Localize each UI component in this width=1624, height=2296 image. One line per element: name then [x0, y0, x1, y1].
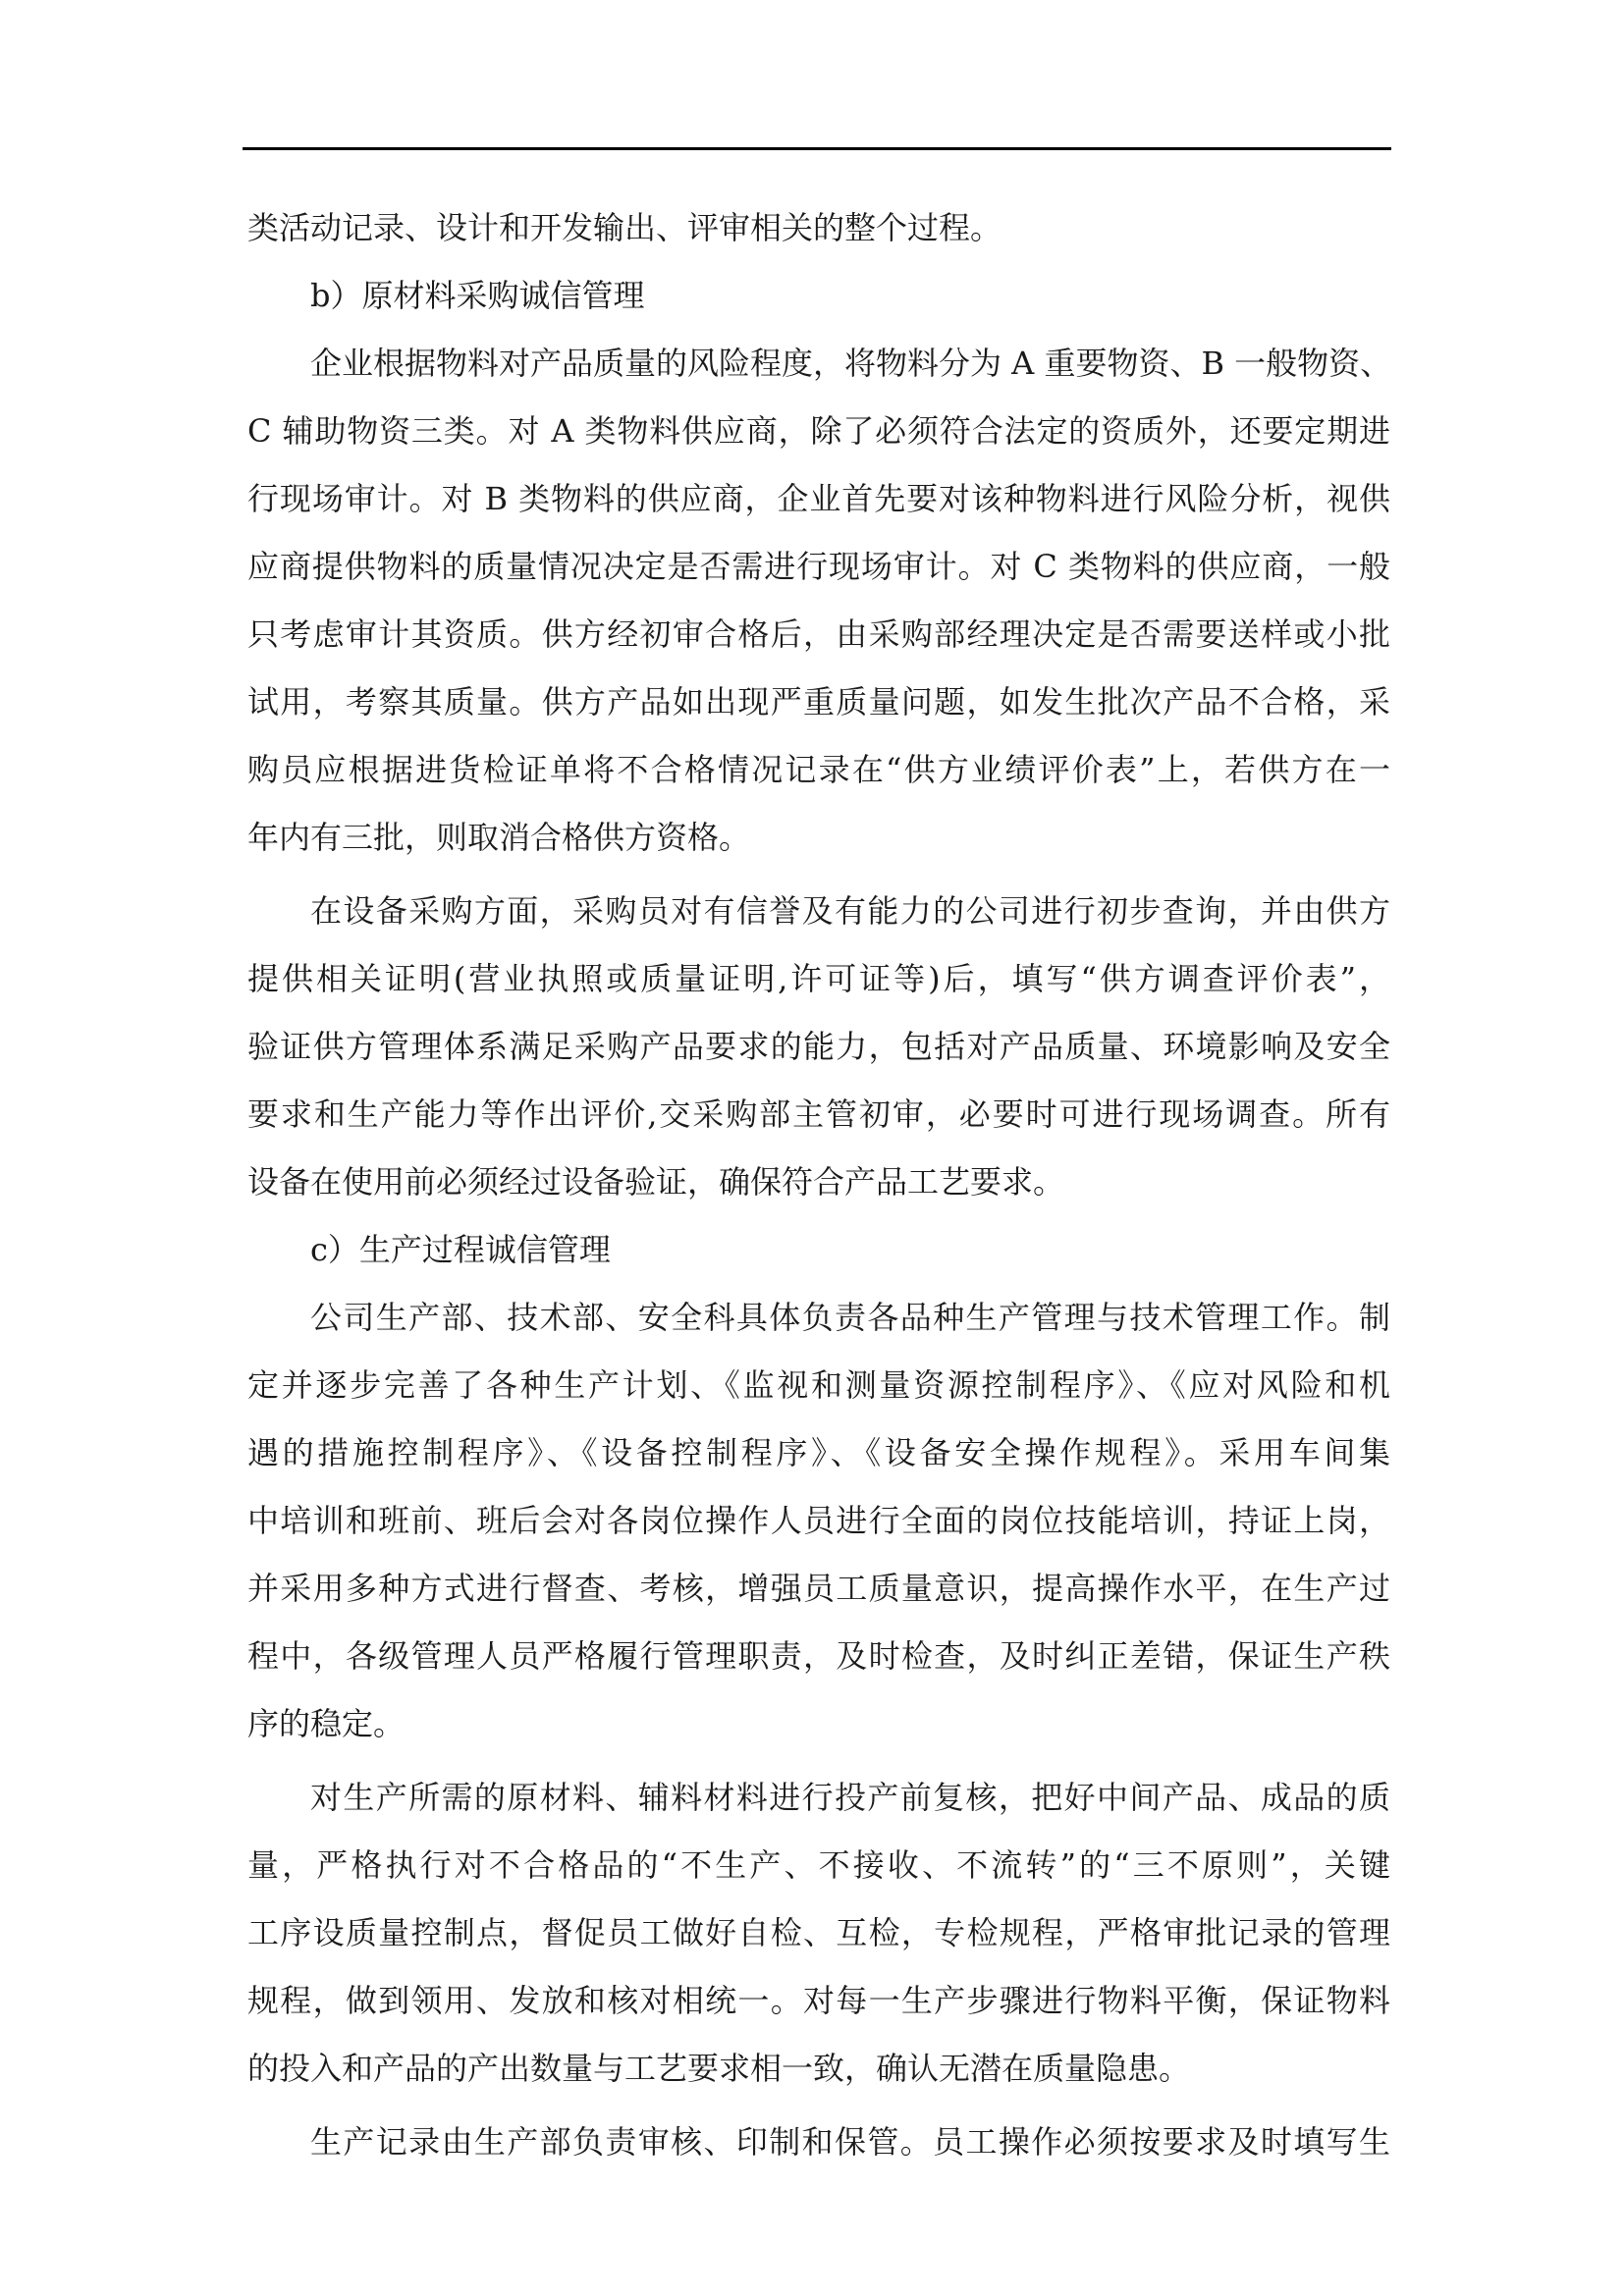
text-line: C 辅助物资三类。对 A 类物料供应商，除了必须符合法定的资质外，还要定期进: [247, 412, 1390, 450]
header-rule: [243, 147, 1391, 150]
text-line: 对生产所需的原材料、辅料材料进行投产前复核，把好中间产品、成品的质: [310, 1779, 1390, 1816]
text-line: 并采用多种方式进行督查、考核，增强员工质量意识，提高操作水平，在生产过: [247, 1570, 1390, 1607]
document-body: [247, 194, 1390, 2176]
text-line: 只考虑审计其资质。供方经初审合格后，由采购部经理决定是否需要送样或小批: [247, 615, 1390, 653]
text-line: 要求和生产能力等作出评价,交采购部主管初审，必要时可进行现场调查。所有: [247, 1095, 1390, 1133]
text-line: 验证供方管理体系满足采购产品要求的能力，包括对产品质量、环境影响及安全: [247, 1028, 1390, 1065]
text-line: 规程，做到领用、发放和核对相统一。对每一生产步骤进行物料平衡，保证物料: [247, 1982, 1390, 2019]
text-line: 行现场审计。对 B 类物料的供应商，企业首先要对该种物料进行风险分析，视供: [247, 480, 1390, 517]
text-line: 类活动记录、设计和开发输出、评审相关的整个过程。: [247, 209, 1002, 246]
text-line: 中培训和班前、班后会对各岗位操作人员进行全面的岗位技能培训，持证上岗，: [247, 1502, 1390, 1539]
text-line: 在设备采购方面，采购员对有信誉及有能力的公司进行初步查询，并由供方: [310, 892, 1390, 930]
text-line: 应商提供物料的质量情况决定是否需进行现场审计。对 C 类物料的供应商，一般: [247, 548, 1390, 585]
text-line: 试用，考察其质量。供方产品如出现严重质量问题，如发生批次产品不合格，采: [247, 683, 1390, 721]
text-line: 定并逐步完善了各种生产计划、《监视和测量资源控制程序》、《应对风险和机: [247, 1366, 1390, 1404]
text-line: 生产记录由生产部负责审核、印制和保管。员工操作必须按要求及时填写生: [310, 2123, 1390, 2161]
text-line: 序的稳定。: [247, 1705, 406, 1742]
text-line: 量，严格执行对不合格品的“不生产、不接收、不流转”的“三不原则”，关键: [247, 1846, 1390, 1884]
text-line: 提供相关证明(营业执照或质量证明,许可证等)后，填写“供方调查评价表”，: [247, 960, 1390, 997]
text-line: 的投入和产品的产出数量与工艺要求相一致，确认无潜在质量隐患。: [247, 2050, 1191, 2087]
text-line: 企业根据物料对产品质量的风险程度，将物料分为 A 重要物资、B 一般物资、: [310, 345, 1392, 382]
text-line: 设备在使用前必须经过设备验证，确保符合产品工艺要求。: [247, 1163, 1065, 1201]
text-line: 工序设质量控制点，督促员工做好自检、互检，专检规程，严格审批记录的管理: [247, 1914, 1390, 1951]
section-heading-c: c）生产过程诚信管理: [310, 1231, 611, 1268]
section-heading-b: b）原材料采购诚信管理: [310, 277, 645, 314]
text-line: 公司生产部、技术部、安全科具体负责各品种生产管理与技术管理工作。制: [310, 1299, 1390, 1336]
text-line: 年内有三批，则取消合格供方资格。: [247, 819, 751, 856]
text-line: 遇的措施控制程序》、《设备控制程序》、《设备安全操作规程》。采用车间集: [247, 1434, 1390, 1471]
text-line: 购员应根据进货检证单将不合格情况记录在“供方业绩评价表”上，若供方在一: [247, 751, 1390, 788]
text-line: 程中，各级管理人员严格履行管理职责，及时检查，及时纠正差错，保证生产秩: [247, 1637, 1390, 1675]
